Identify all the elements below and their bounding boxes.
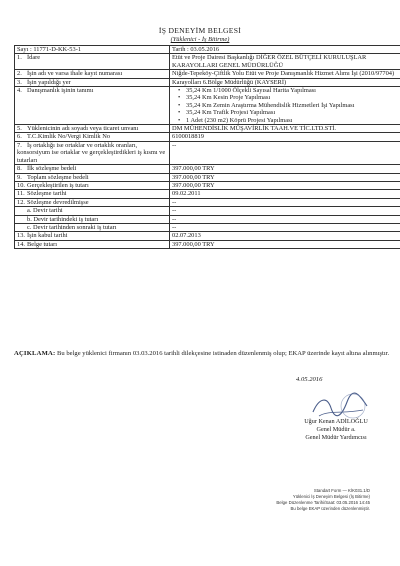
note-text: Bu belge yüklenici firmanın 03.03.2016 tarihli dilekçesine istinaden düzenlenmiş olup; EKAP üzerinde kayıt altına alınmıştır. bbox=[57, 350, 390, 357]
row-label: İşin yapıldığı yer bbox=[27, 78, 71, 86]
table-row bbox=[15, 232, 400, 240]
row-number: 7. bbox=[17, 141, 22, 149]
row-label: T.C.Kimlik No/Vergi Kimlik No bbox=[27, 133, 111, 141]
row-label: c. Devir tarihinden sonraki iş tutarı bbox=[27, 223, 117, 231]
works-list bbox=[172, 87, 398, 124]
row-number: 13. bbox=[17, 232, 25, 240]
row-number: 1. bbox=[17, 54, 22, 62]
table-row bbox=[15, 165, 400, 173]
row-value: Niğde-Tepeköy-Çiftlik Yolu Etüt ve Proje Danışmanlık Hizmet Alımı İşi (2010/97704) bbox=[170, 70, 400, 78]
row-number: 2. bbox=[17, 70, 22, 78]
row-number: 14. bbox=[17, 240, 25, 248]
table-row bbox=[15, 125, 400, 133]
note-heading: AÇIKLAMA: bbox=[14, 350, 56, 357]
experience-table bbox=[14, 45, 400, 249]
footer-ekap-note: Bu belge EKAP üzerinden düzenlenmiştir. bbox=[290, 506, 370, 511]
table-row bbox=[15, 54, 400, 70]
signatory-role: Genel Müdür Yardımcısı bbox=[305, 434, 367, 441]
row-number: 3. bbox=[17, 78, 22, 86]
table-row bbox=[15, 87, 400, 125]
footer-form-code: Standart Form — KİK031.1/D bbox=[313, 488, 370, 493]
table-row bbox=[15, 133, 400, 141]
row-label: Gerçekleştirilen iş tutarı bbox=[27, 181, 89, 189]
row-value: Etüt ve Proje Dairesi Başkanlığı DİĞER ÖZEL BÜTÇELİ KURULUŞLAR KARAYOLLARI GENEL MÜDÜRLÜĞÜ bbox=[170, 54, 400, 70]
signature-date: 4.05.2016 bbox=[296, 376, 323, 383]
row-label: Toplam sözleşme bedeli bbox=[27, 173, 89, 181]
table-row bbox=[15, 215, 400, 223]
list-item: • 1 Adet (230 m2) Köprü Projesi Yapılması bbox=[186, 117, 398, 124]
row-number: 8. bbox=[17, 165, 22, 173]
table-row bbox=[15, 46, 400, 54]
table-row bbox=[15, 198, 400, 206]
list-item: • 35,24 Km Trafik Projesi Yapılması bbox=[186, 109, 398, 116]
table-row bbox=[15, 190, 400, 198]
row-number: 5. bbox=[17, 125, 22, 133]
table-row bbox=[15, 181, 400, 189]
footer-issue-time: Belge Düzenlenme Tarihi/Saat: 03.05.2016 14:45 bbox=[276, 500, 370, 505]
explanation-note bbox=[14, 350, 394, 358]
row-value: Karayolları 6.Bölge Müdürlüğü (KAYSERİ) bbox=[170, 78, 400, 86]
table-row bbox=[15, 78, 400, 86]
table-row bbox=[15, 70, 400, 78]
row-value: 02.07.2013 bbox=[170, 232, 400, 240]
table-row bbox=[15, 173, 400, 181]
row-number: 6. bbox=[17, 133, 22, 141]
row-value: -- bbox=[170, 207, 400, 215]
list-item: • 35,24 Km Kesin Proje Yapılması bbox=[186, 94, 398, 101]
document-number: Sayı : 11771-D-KK-53-1 bbox=[15, 46, 170, 54]
table-row bbox=[15, 223, 400, 231]
row-number: 9. bbox=[17, 173, 22, 181]
row-value: -- bbox=[170, 141, 400, 164]
row-value: 6100018819 bbox=[170, 133, 400, 141]
row-number: 10. bbox=[17, 181, 25, 189]
row-label: Sözleşme tarihi bbox=[27, 190, 67, 198]
row-label: İlk sözleşme bedeli bbox=[27, 165, 77, 173]
table-row bbox=[15, 240, 400, 248]
row-value: 397.000,00 TRY bbox=[170, 240, 400, 248]
list-item: • 35,24 Km Zemin Araştırma Mühendislik Hizmetleri İşi Yapılması bbox=[186, 102, 398, 109]
row-value: -- bbox=[170, 223, 400, 231]
row-label: İşin kabul tarihi bbox=[27, 232, 68, 240]
document-footer bbox=[240, 488, 370, 512]
row-value: 397.000,00 TRY bbox=[170, 181, 400, 189]
row-value: 09.02.2011 bbox=[170, 190, 400, 198]
signatory-title: Genel Müdür a. bbox=[316, 426, 356, 433]
row-label: Belge tutarı bbox=[27, 240, 57, 248]
row-number: 4. bbox=[17, 87, 22, 95]
document-date: Tarih : 03.05.2016 bbox=[170, 46, 400, 54]
row-label: Sözleşme devredilmişse bbox=[27, 198, 89, 206]
row-value: DM MÜHENDİSLİK MÜŞAVİRLİK TAAH.VE TİC.LTD.STİ. bbox=[170, 125, 400, 133]
signatory-block bbox=[296, 418, 376, 442]
row-label: İdare bbox=[27, 54, 41, 62]
table-row bbox=[15, 207, 400, 215]
list-item: • 35,24 Km 1/1000 Ölçekli Sayısal Harita Yapılması bbox=[186, 87, 398, 94]
row-label: Danışmanlık işinin tanımı bbox=[27, 87, 94, 95]
row-label: İş ortaklığı ise ortaklar ve ortaklık oranları, konsorsiyum ise ortaklar ve gerçekleştirdikleri iş kısmı ve tutarları bbox=[17, 141, 166, 164]
document-subtitle: (Yüklenici - İş Bitirme) bbox=[170, 36, 230, 43]
row-value: -- bbox=[170, 215, 400, 223]
row-label: b. Devir tarihindeki iş tutarı bbox=[27, 215, 99, 223]
row-label: Yüklenicinin adı soyadı veya ticaret unvanı bbox=[27, 125, 139, 133]
signatory-name: Uğur Kenan ADİLOĞLU bbox=[304, 418, 368, 425]
row-number: 12. bbox=[17, 198, 25, 206]
row-label: İşin adı ve varsa ihale kayıt numarası bbox=[27, 70, 123, 78]
row-value: -- bbox=[170, 198, 400, 206]
row-value: 397.000,00 TRY bbox=[170, 165, 400, 173]
footer-form-name: Yüklenici İş Deneyim Belgesi (İş Bitirme) bbox=[292, 494, 370, 499]
row-number: 11. bbox=[17, 190, 25, 198]
document-title: İŞ DENEYİM BELGESİ bbox=[158, 26, 242, 35]
row-value: 397.000,00 TRY bbox=[170, 173, 400, 181]
table-row bbox=[15, 141, 400, 164]
row-label: a. Devir tarihi bbox=[27, 207, 63, 215]
